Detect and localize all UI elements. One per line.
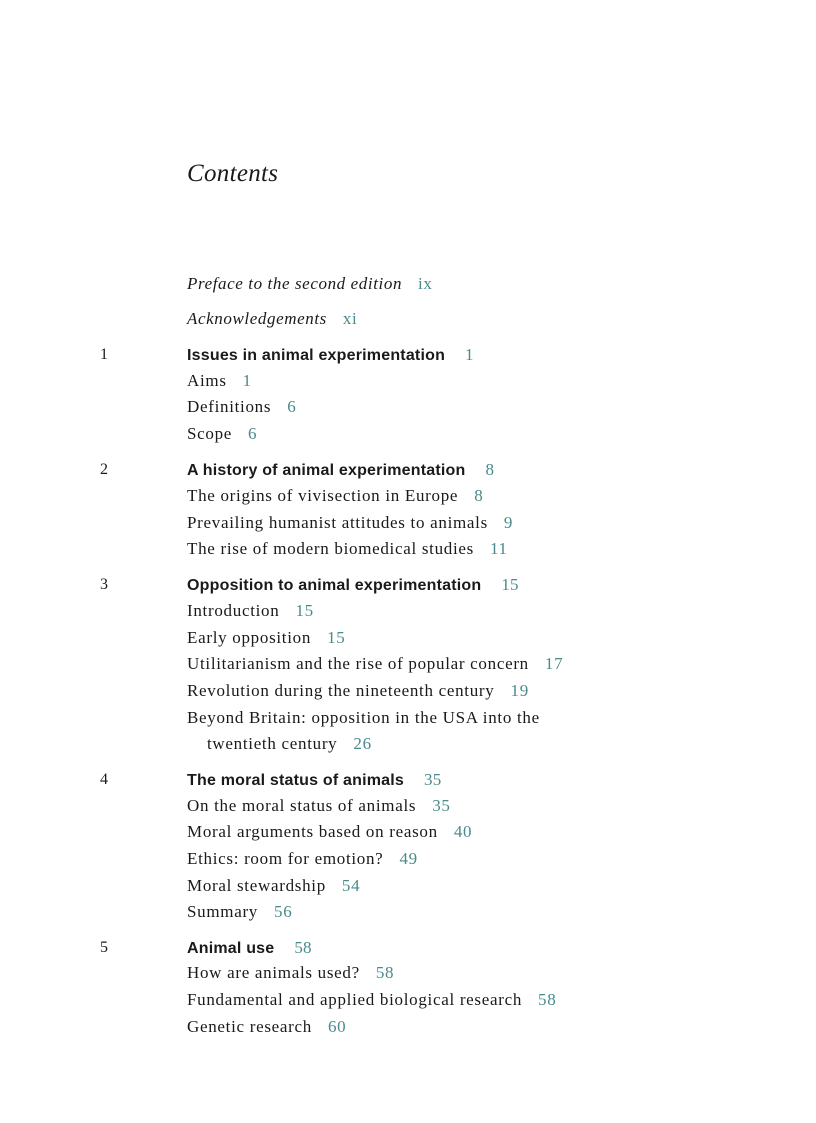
toc-section[interactable] (187, 486, 483, 506)
section-page: 6 (287, 397, 297, 416)
chapter-title[interactable] (187, 345, 474, 365)
section-page: 26 (353, 734, 372, 753)
section-label: Moral arguments based on reason (187, 822, 438, 841)
toc-section[interactable] (187, 708, 540, 728)
entry-page: ix (418, 274, 433, 293)
section-label: Scope (187, 424, 233, 443)
chapter-number: 2 (100, 461, 108, 478)
section-label: The rise of modern biomedical studies (187, 539, 474, 558)
toc-section[interactable] (187, 876, 360, 896)
section-page: 1 (242, 371, 252, 390)
chapter-title[interactable] (187, 575, 519, 595)
toc-section[interactable] (187, 796, 451, 816)
section-page: 58 (375, 963, 395, 982)
section-page: 49 (399, 849, 418, 868)
chapter-number: 1 (100, 346, 108, 363)
chapter-title-text: The moral status of animals (187, 772, 405, 789)
section-page: 6 (248, 424, 258, 443)
toc-section[interactable] (187, 654, 563, 674)
section-label: Genetic research (187, 1017, 312, 1036)
toc-section[interactable] (187, 371, 252, 391)
section-label: Moral stewardship (187, 876, 326, 895)
chapter-number: 4 (100, 771, 108, 788)
section-page: 17 (544, 654, 564, 673)
entry-label: Preface to the second edition (187, 274, 403, 293)
chapter-title-text: Opposition to animal experimentation (187, 577, 482, 594)
section-label: Early opposition (187, 628, 312, 647)
toc-section[interactable] (187, 849, 418, 869)
section-page: 8 (474, 486, 484, 505)
toc-section[interactable] (187, 681, 529, 701)
chapter-title-text: Animal use (187, 940, 275, 957)
toc-section[interactable] (187, 822, 472, 842)
section-page: 11 (489, 539, 508, 558)
chapter-page: 58 (294, 938, 312, 957)
chapter-page: 1 (465, 345, 474, 364)
chapter-number: 5 (100, 939, 108, 956)
section-label: The origins of vivisection in Europe (187, 486, 459, 505)
section-label: Fundamental and applied biological research (187, 990, 523, 1009)
chapter-page: 15 (501, 575, 519, 594)
toc-section[interactable] (187, 902, 292, 922)
section-page: 54 (341, 876, 361, 895)
section-label: Definitions (187, 397, 272, 416)
section-page: 15 (327, 628, 346, 647)
section-label: Ethics: room for emotion? (187, 849, 384, 868)
toc-section[interactable] (187, 990, 556, 1010)
section-page: 9 (503, 513, 514, 532)
chapter-title[interactable] (187, 938, 312, 958)
chapter-page: 8 (485, 460, 495, 479)
chapter-page: 35 (424, 770, 442, 789)
section-page: 58 (538, 990, 557, 1009)
toc-section-continuation[interactable] (207, 734, 372, 754)
entry-label: Acknowledgements (187, 309, 327, 328)
toc-section[interactable] (187, 539, 508, 559)
toc-front-entry[interactable] (187, 309, 357, 329)
chapter-title[interactable] (187, 770, 441, 790)
chapter-title-text: A history of animal experimentation (187, 462, 466, 479)
chapter-number: 3 (100, 576, 108, 593)
toc-section[interactable] (187, 628, 345, 648)
toc-section[interactable] (187, 963, 394, 983)
entry-page: xi (342, 309, 358, 328)
toc-front-entry[interactable] (187, 274, 432, 294)
section-page: 60 (327, 1017, 347, 1036)
section-label: On the moral status of animals (187, 796, 417, 815)
toc-section[interactable] (187, 513, 513, 533)
section-page: 35 (432, 796, 451, 815)
section-label: twentieth century (207, 734, 338, 753)
section-label: Summary (187, 902, 259, 921)
toc-section[interactable] (187, 424, 257, 444)
section-page: 15 (295, 601, 314, 620)
section-label: Utilitarianism and the rise of popular concern (187, 654, 529, 673)
section-label: Aims (187, 371, 227, 390)
section-label: Revolution during the nineteenth century (187, 681, 495, 700)
section-page: 56 (274, 902, 293, 921)
toc-section[interactable] (187, 397, 296, 417)
toc-section[interactable] (187, 601, 314, 621)
section-label: How are animals used? (187, 963, 360, 982)
section-page: 19 (510, 681, 529, 700)
chapter-title[interactable] (187, 460, 494, 480)
section-label: Introduction (187, 601, 280, 620)
toc-section[interactable] (187, 1017, 346, 1037)
chapter-title-text: Issues in animal experimentation (187, 347, 446, 364)
section-label: Prevailing humanist attitudes to animals (187, 513, 488, 532)
section-page: 40 (453, 822, 473, 841)
page-title: Contents (187, 160, 279, 187)
section-label: Beyond Britain: opposition in the USA into the (187, 708, 540, 727)
